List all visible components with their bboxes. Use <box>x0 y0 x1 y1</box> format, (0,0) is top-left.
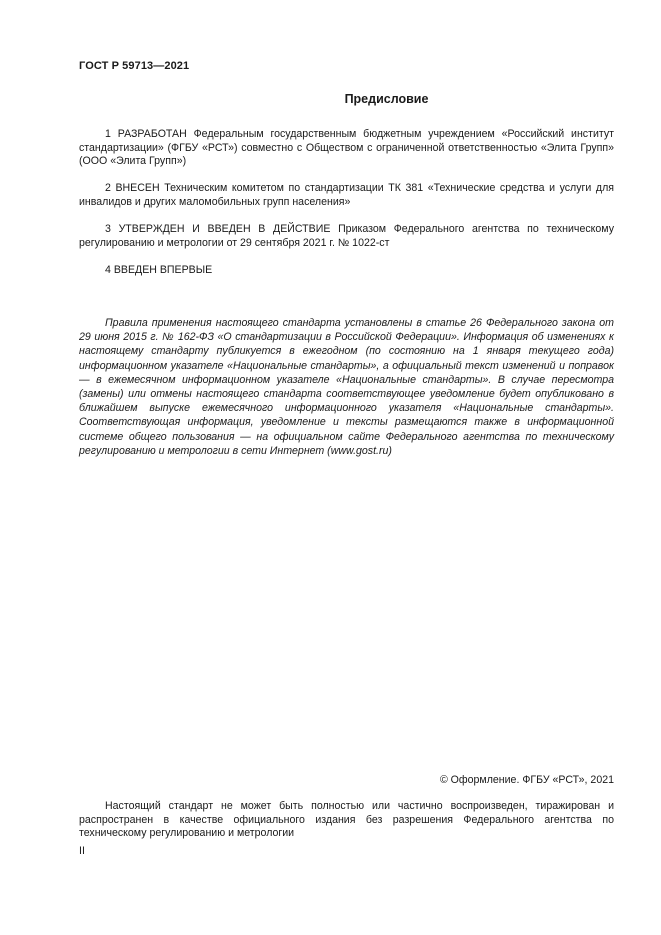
copyright-line: © Оформление. ФГБУ «РСТ», 2021 <box>439 774 614 786</box>
reproduction-notice: Настоящий стандарт не может быть полностью или частично воспроизведен, тиражирован и распространен в качестве официального издания без разрешения Федерального агентства по техническому регулированию и метрологии <box>79 800 614 840</box>
application-rules-notice: Правила применения настоящего стандарта установлены в статье 26 Федерального закона от 29 июня 2015 г. № 162-ФЗ «О стандартизации в Российской Федерации». Информация об изменениях к настоящему стандарту публикуется в ежегодном (по состоянию на 1 января текущего года) информационном указателе «Национальные стандарты», а официальный текст изменений и поправок — в ежемесячном информационном указателе «Национальные стандарты». В случае пересмотра (замены) или отмены настоящего стандарта соответствующее уведомление будет опубликовано в ближайшем выпуске ежемесячного информационного указателя «Национальные стандарты». Соответствующая информация, уведомление и тексты размещаются также в информационной системе общего пользования — на официальном сайте Федерального агентства по техническому регулированию и метрологии в сети Интернет (www.gost.ru) <box>79 317 614 457</box>
preface-item-developed: 1 РАЗРАБОТАН Федеральным государственным бюджетным учреждением «Российский институт стандартизации» (ФГБУ «РСТ») совместно с Обществом с ограниченной ответственностью «Элита Групп» (ООО «Элита Групп») <box>79 128 614 168</box>
page-number: II <box>79 845 85 857</box>
preface-item-first-introduced: 4 ВВЕДЕН ВПЕРВЫЕ <box>105 264 213 276</box>
preface-item-approved: 3 УТВЕРЖДЕН И ВВЕДЕН В ДЕЙСТВИЕ Приказом Федерального агентства по техническому регулированию и метрологии от 29 сентября 2021 г. № 1022-ст <box>79 223 614 249</box>
document-code: ГОСТ Р 59713—2021 <box>79 60 190 72</box>
preface-item-submitted: 2 ВНЕСЕН Техническим комитетом по стандартизации ТК 381 «Технические средства и услуги для инвалидов и других маломобильных групп населения» <box>79 182 614 208</box>
preface-title: Предисловие <box>344 92 429 106</box>
